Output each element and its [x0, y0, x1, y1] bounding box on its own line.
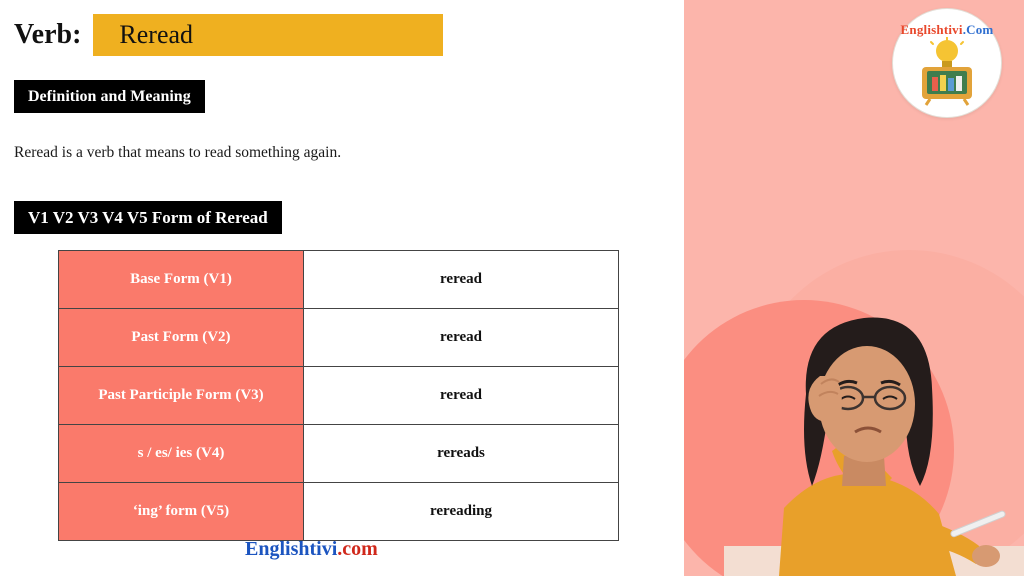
- table-cell-value: reread: [304, 251, 619, 309]
- logo-text-suffix: .Com: [962, 22, 994, 37]
- table-cell-label: Base Form (V1): [59, 251, 304, 309]
- footer-brand: [245, 538, 378, 561]
- verb-word: Reread: [119, 20, 194, 49]
- table-row: [59, 251, 619, 309]
- table-row: [59, 309, 619, 367]
- table-cell-label: Past Participle Form (V3): [59, 367, 304, 425]
- forms-section-heading: V1 V2 V3 V4 V5 Form of Reread: [14, 201, 282, 234]
- site-logo: [892, 8, 1002, 118]
- table-cell-label: Past Form (V2): [59, 309, 304, 367]
- table-row: [59, 367, 619, 425]
- verb-label: Verb:: [14, 19, 82, 50]
- verb-highlight-box: [93, 14, 443, 56]
- verb-header: [14, 14, 443, 56]
- logo-text: [893, 22, 1001, 38]
- footer-brand-domain: .com: [337, 538, 378, 560]
- table-cell-value: reread: [304, 309, 619, 367]
- table-cell-value: rereading: [304, 483, 619, 541]
- logo-illustration-icon: [912, 37, 982, 107]
- definition-text: Reread is a verb that means to read something again.: [14, 144, 342, 161]
- table-cell-label: s / es/ ies (V4): [59, 425, 304, 483]
- table-row: [59, 425, 619, 483]
- table-cell-value: rereads: [304, 425, 619, 483]
- table-cell-label: ‘ing’ form (V5): [59, 483, 304, 541]
- verb-forms-table: [58, 250, 619, 541]
- table-cell-value: reread: [304, 367, 619, 425]
- logo-text-main: Englishtivi: [900, 22, 963, 37]
- footer-brand-name: Englishtivi: [245, 538, 338, 560]
- definition-section-heading: Definition and Meaning: [14, 80, 205, 113]
- table-row: [59, 483, 619, 541]
- person-photo: [724, 246, 1024, 576]
